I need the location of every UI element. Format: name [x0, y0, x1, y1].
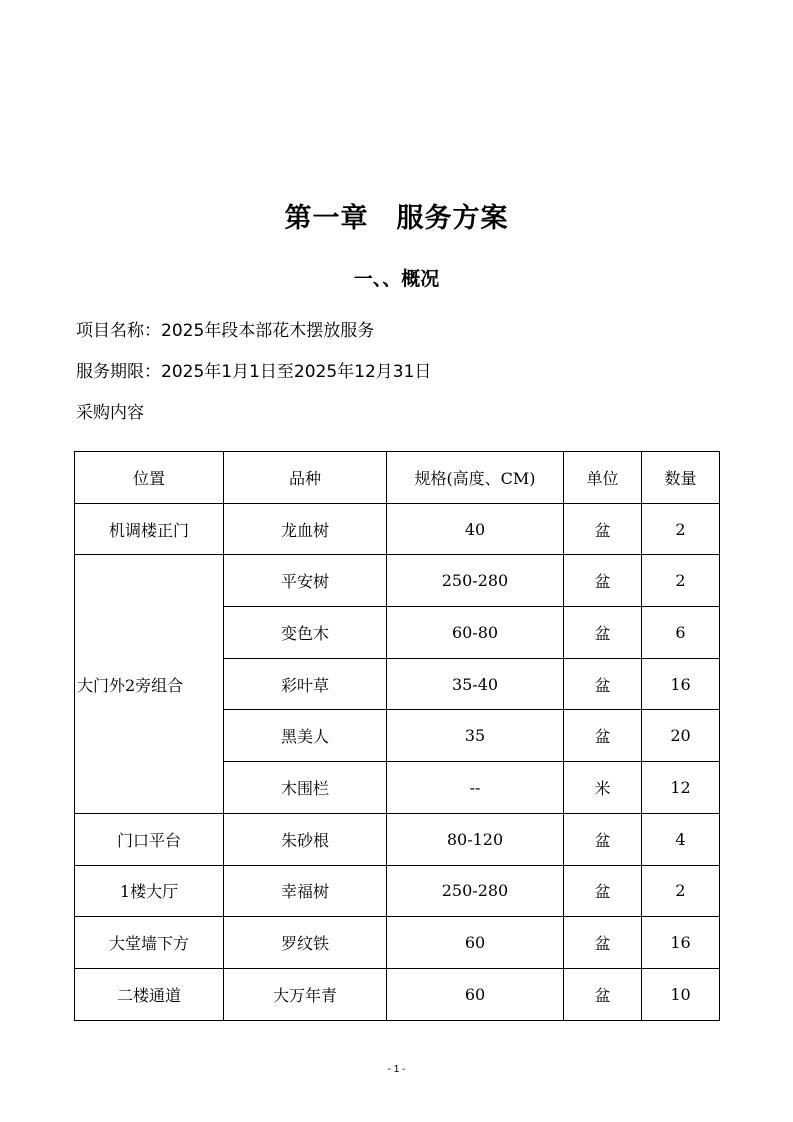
cell-spec: 60 [387, 917, 564, 969]
cell-unit: 盆 [564, 503, 642, 555]
cell-variety: 幸福树 [224, 865, 387, 917]
cell-quantity: 2 [642, 503, 720, 555]
cell-spec: -- [387, 762, 564, 814]
cell-variety: 朱砂根 [224, 813, 387, 865]
cell-spec: 40 [387, 503, 564, 555]
cell-variety: 平安树 [224, 555, 387, 607]
cell-variety: 黑美人 [224, 710, 387, 762]
cell-spec: 80-120 [387, 813, 564, 865]
header-unit: 单位 [564, 452, 642, 504]
cell-location: 大堂墙下方 [75, 917, 224, 969]
cell-location: 二楼通道 [75, 968, 224, 1020]
cell-variety: 罗纹铁 [224, 917, 387, 969]
table-row [75, 503, 720, 555]
project-name-line: 项目名称：2025年段本部花木摆放服务 [76, 321, 375, 341]
header-quantity: 数量 [642, 452, 720, 504]
cell-unit: 盆 [564, 555, 642, 607]
section-title: 一、、概况 [353, 268, 440, 290]
cell-quantity: 16 [642, 917, 720, 969]
cell-quantity: 12 [642, 762, 720, 814]
header-location: 位置 [75, 452, 224, 504]
cell-variety: 龙血树 [224, 503, 387, 555]
cell-quantity: 2 [642, 865, 720, 917]
cell-location: 大门外2旁组合 [75, 555, 224, 813]
table-row [75, 555, 720, 607]
cell-variety: 大万年青 [224, 968, 387, 1020]
chapter-title: 第一章 服务方案 [284, 203, 509, 234]
table-header-row [75, 452, 720, 504]
cell-unit: 盆 [564, 710, 642, 762]
header-variety: 品种 [224, 452, 387, 504]
cell-location: 门口平台 [75, 813, 224, 865]
cell-unit: 盆 [564, 658, 642, 710]
cell-variety: 彩叶草 [224, 658, 387, 710]
cell-unit: 盆 [564, 607, 642, 659]
cell-quantity: 16 [642, 658, 720, 710]
cell-variety: 变色木 [224, 607, 387, 659]
cell-quantity: 10 [642, 968, 720, 1020]
cell-unit: 米 [564, 762, 642, 814]
table-row [75, 917, 720, 969]
cell-quantity: 4 [642, 813, 720, 865]
cell-unit: 盆 [564, 917, 642, 969]
purchase-heading: 采购内容 [76, 403, 144, 423]
purchase-table [74, 451, 720, 1021]
cell-location: 1楼大厅 [75, 865, 224, 917]
cell-spec: 35-40 [387, 658, 564, 710]
table-row [75, 813, 720, 865]
table-row [75, 865, 720, 917]
table-row [75, 968, 720, 1020]
cell-spec: 250-280 [387, 865, 564, 917]
cell-unit: 盆 [564, 968, 642, 1020]
cell-spec: 60-80 [387, 607, 564, 659]
cell-spec: 60 [387, 968, 564, 1020]
cell-spec: 250-280 [387, 555, 564, 607]
cell-quantity: 20 [642, 710, 720, 762]
header-spec: 规格(高度、CM) [387, 452, 564, 504]
cell-variety: 木围栏 [224, 762, 387, 814]
service-period-line: 服务期限：2025年1月1日至2025年12月31日 [76, 362, 432, 382]
cell-unit: 盆 [564, 865, 642, 917]
cell-spec: 35 [387, 710, 564, 762]
cell-quantity: 6 [642, 607, 720, 659]
page-number: - 1 - [387, 1064, 406, 1075]
cell-location: 机调楼正门 [75, 503, 224, 555]
cell-unit: 盆 [564, 813, 642, 865]
cell-quantity: 2 [642, 555, 720, 607]
